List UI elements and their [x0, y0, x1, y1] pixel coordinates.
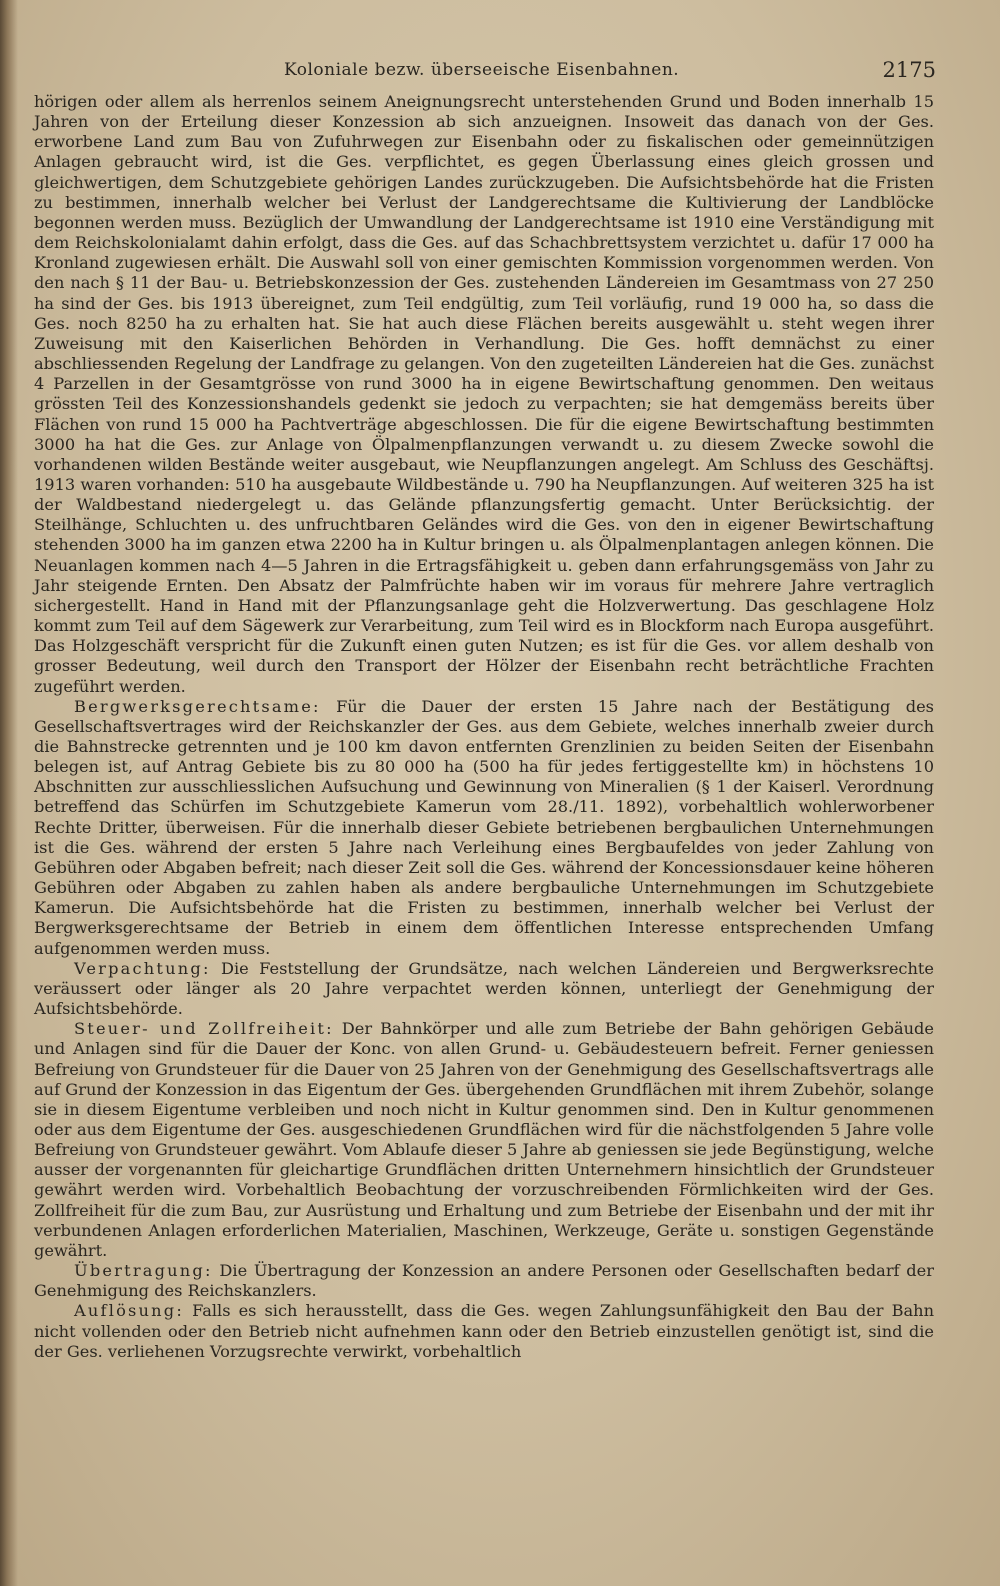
paragraph-text: Die Übertragung der Konzession an andere Personen oder Gesellschaften bedarf der Genehmigung des Reichskanzlers.: [34, 1261, 934, 1301]
paragraph-bergwerksgerechtsame: [34, 697, 934, 959]
book-page: [34, 56, 934, 1362]
section-heading: Verpachtung:: [74, 958, 211, 978]
paragraph-verpachtung: [34, 959, 934, 1019]
paragraph-land: [34, 92, 934, 697]
section-heading: Steuer- und Zollfreiheit:: [74, 1019, 334, 1039]
paragraph-text: hörigen oder allem als herrenlos seinem Aneignungsrecht unterstehenden Grund und Boden innerhalb 15 Jahren von der Erteilung dieser Konzession ab sich anzueignen. Insoweit das danach von der Ges. erworbene Land zum Bau von Zufuhrwegen zur Eisenbahn oder zu fiskalischen oder gemeinnützigen Anlagen gebraucht wird, ist die Ges. verpflichtet, es gegen Überlassung eines gleich grossen und gleichwertigen, dem Schutzgebiete gehörigen Landes zurückzugeben. Die Aufsichtsbehörde hat die Fristen zu bestimmen, innerhalb welcher bei Verlust der Landgerechtsame die Kultivierung der Landblöcke begonnen werden muss. Bezüglich der Umwandlung der Landgerechtsame ist 1910 eine Verständigung mit dem Reichskolonialamt dahin erfolgt, dass die Ges. auf das Schachbrettsystem verzichtet u. dafür 17 000 ha Kronland zugewiesen erhält. Die Auswahl soll von einer gemischten Kommission vorgenommen werden. Von den nach § 11 der Bau- u. Betriebskonzession der Ges. zustehenden Ländereien im Gesamtmass von 27 250 ha sind der Ges. bis 1913 übereignet, zum Teil endgültig, zum Teil vorläufig, rund 19 000 ha, so dass die Ges. noch 8250 ha zu erhalten hat. Sie hat auch diese Flächen bereits ausgewählt u. steht wegen ihrer Zuweisung mit den Kaiserlichen Behörden in Verhandlung. Die Ges. hofft demnächst zu einer abschliessenden Regelung der Landfrage zu gelangen. Von den zugeteilten Ländereien hat die Ges. zunächst 4 Parzellen in der Gesamtgrösse von rund 3000 ha in eigene Bewirtschaftung genommen. Den weitaus grössten Teil des Konzessionshandels gedenkt sie jedoch zu verpachten; sie hat demgemäss bereits über Flächen von rund 15 000 ha Pachtverträge abgeschlossen. Die für die eigene Bewirtschaftung bestimmten 3000 ha hat die Ges. zur Anlage von Ölpalmenpflanzungen verwandt u. zu diesem Zwecke sowohl die vorhandenen wilden Bestände weiter ausgebaut, wie Neupflanzungen angelegt. Am Schluss des Geschäftsj. 1913 waren vorhanden: 510 ha ausgebaute Wildbestände u. 790 ha Neupflanzungen. Auf weiteren 325 ha ist der Waldbestand niedergelegt u. das Gelände pflanzungsfertig gemacht. Unter Berücksichtig. der Steilhänge, Schluchten u. des unfruchtbaren Geländes wird die Ges. von den in eigener Bewirtschaftung stehenden 3000 ha im ganzen etwa 2200 ha in Kultur bringen u. als Ölpalmenplantagen anlegen können. Die Neuanlagen kommen nach 4—5 Jahren in die Ertragsfähigkeit u. geben dann erfahrungsgemäss von Jahr zu Jahr steigende Ernten. Den Absatz der Palmfrüchte haben wir im voraus für mehrere Jahre vertraglich sichergestellt. Hand in Hand mit der Pflanzungsanlage geht die Holzverwertung. Das geschlagene Holz kommt zum Teil auf dem Sägewerk zur Verarbeitung, zum Teil wird es in Blockform nach Europa ausgeführt. Das Holzgeschäft verspricht für die Zukunft einen guten Nutzen; es ist für die Ges. vor allem deshalb von grosser Bedeutung, weil durch den Transport der Hölzer der Eisenbahn recht beträchtliche Frachten zugeführt werden.: [34, 92, 934, 696]
section-heading: Bergwerksgerechtsame:: [74, 696, 321, 716]
paragraph-uebertragung: [34, 1261, 934, 1301]
page-number: 2175: [882, 58, 936, 82]
paragraph-text: Die Feststellung der Grundsätze, nach welchen Ländereien und Bergwerksrechte veräussert oder länger als 20 Jahre verpachtet werden können, unterliegt der Genehmigung der Aufsichtsbehörde.: [34, 958, 934, 1019]
paragraph-text: Der Bahnkörper und alle zum Betriebe der Bahn gehörigen Gebäude und Anlagen sind für die Dauer der Konc. von allen Grund- u. Gebäudesteuern befreit. Ferner geniessen Befreiung von Grundsteuer für die Dauer von 25 Jahren von der Genehmigung des Gesellschaftsvertrags alle auf Grund der Konzession in das Eigentum der Ges. übergehenden Grundflächen mit ihrem Zubehör, solange sie in diesem Eigentume verbleiben und noch nicht in Kultur genommen sind. Den in Kultur genommenen oder aus dem Eigentume der Ges. ausgeschiedenen Grundflächen wird für die nächstfolgenden 5 Jahre volle Befreiung von Grundsteuer gewährt. Vom Ablaufe dieser 5 Jahre ab geniessen sie jede Begünstigung, welche ausser der vorgenannten für gleichartige Grundflächen dritten Unternehmern hinsichtlich der Grundsteuer gewährt werden wird. Vorbehaltlich Beobachtung der vorzuschreibenden Förmlichkeiten wird der Ges. Zollfreiheit für die zum Bau, zur Ausrüstung und Erhaltung und zum Betriebe der Eisenbahn und der mit ihr verbundenen Anlagen erforderlichen Materialien, Maschinen, Werkzeuge, Geräte u. sonstigen Gegenstände gewährt.: [34, 1019, 934, 1260]
paragraph-steuer-zollfreiheit: [34, 1019, 934, 1261]
body-text: [34, 92, 934, 1362]
paragraph-text: Falls es sich herausstellt, dass die Ges. wegen Zahlungsunfähigkeit den Bau der Bahn nicht vollenden oder den Betrieb nicht aufnehmen kann oder den Betrieb einzustellen genötigt ist, sind die der Ges. verliehenen Vorzugsrechte verwirkt, vorbehaltlich: [34, 1301, 934, 1361]
page-header: [34, 56, 934, 88]
paragraph-text: Für die Dauer der ersten 15 Jahre nach der Bestätigung des Gesellschaftsvertrages wird der Reichskanzler der Ges. aus dem Gebiete, welches innerhalb zweier durch die Bahnstrecke getrennten und je 100 km davon entfernten Grenzlinien zu beiden Seiten der Eisenbahn belegen ist, auf Antrag Gebiete bis zu 80 000 ha (500 ha für jedes fertiggestellte km) in höchstens 10 Abschnitten zur ausschliesslichen Aufsuchung und Gewinnung von Mineralien (§ 1 der Kaiserl. Verordnung betreffend das Schürfen im Schutzgebiete Kamerun vom 28./11. 1892), vorbehaltlich wohlerworbener Rechte Dritter, überweisen. Für die innerhalb dieser Gebiete betriebenen bergbaulichen Unternehmungen ist die Ges. während der ersten 5 Jahre nach Verleihung eines Bergbaufeldes von jeder Zahlung von Gebühren oder Abgaben befreit; nach dieser Zeit soll die Ges. während der Koncessionsdauer keine höheren Gebühren oder Abgaben zu zahlen haben als andere bergbauliche Unternehmungen im Schutzgebiete Kamerun. Die Aufsichtsbehörde hat die Fristen zu bestimmen, innerhalb welcher bei Verlust der Bergwerksgerechtsame der Betrieb in einem dem öffentlichen Interesse entsprechenden Umfang aufgenommen werden muss.: [34, 696, 934, 958]
paragraph-aufloesung: [34, 1301, 934, 1361]
section-heading: Auflösung:: [74, 1301, 185, 1321]
section-heading: Übertragung:: [74, 1261, 213, 1281]
page-spine-shadow: [0, 0, 18, 1586]
running-title: Koloniale bezw. überseeische Eisenbahnen.: [284, 60, 680, 80]
